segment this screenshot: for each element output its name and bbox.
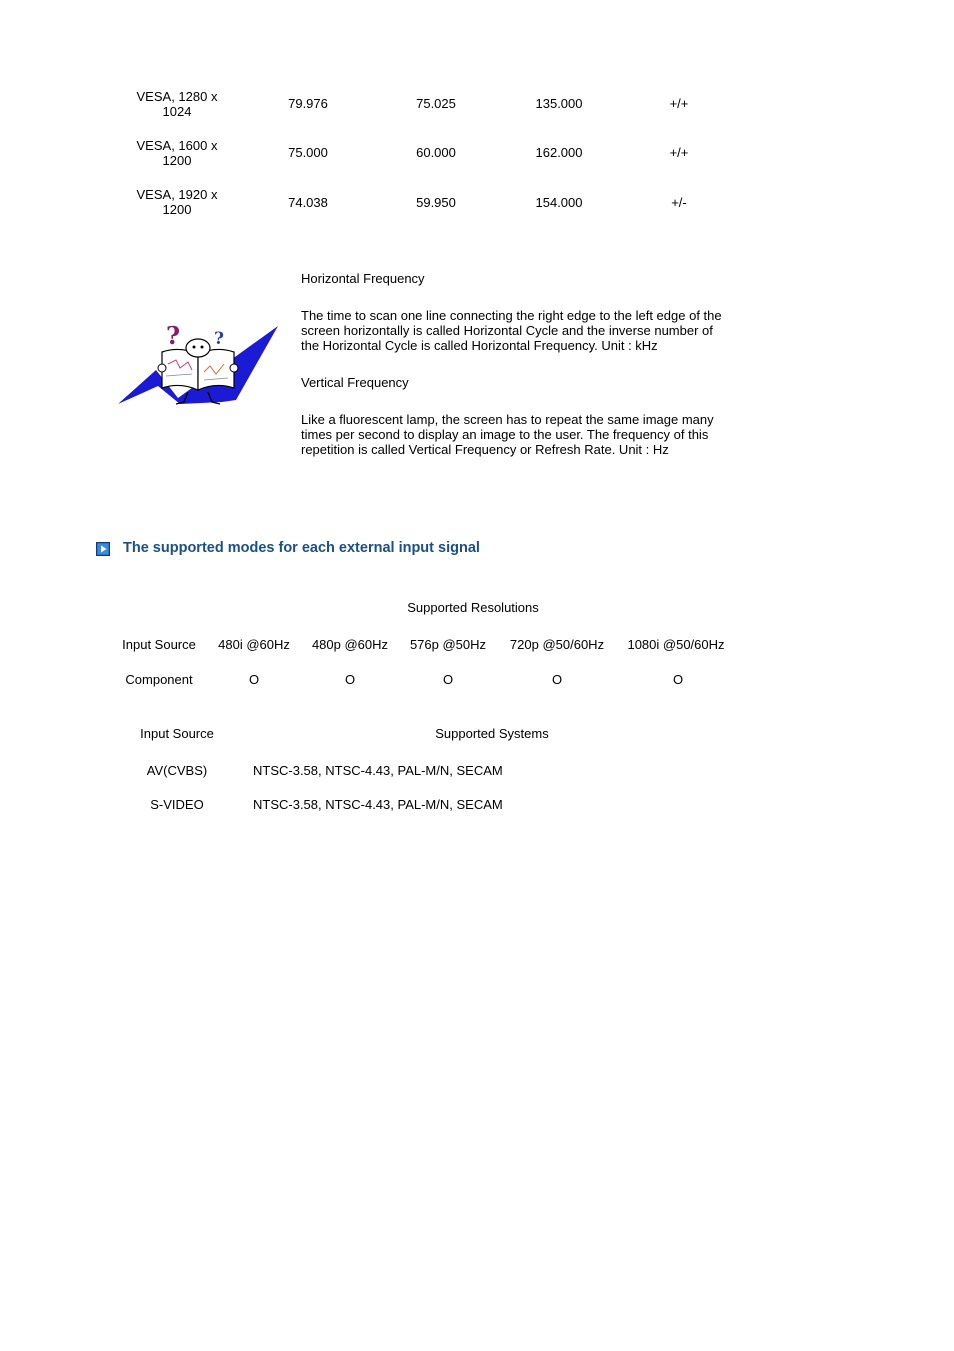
- play-bullet-icon: [96, 542, 110, 556]
- description-line: screen horizontally is called Horizontal Cycle and the inverse number of: [301, 323, 713, 338]
- table-header: Supported Systems: [435, 726, 549, 741]
- section-heading: The supported modes for each external input signal: [123, 540, 480, 556]
- description-line: times per second to display an image to the user. The frequency of this: [301, 427, 709, 442]
- table-cell-pixel-clock: 162.000: [535, 145, 583, 160]
- table-header: 576p @50Hz: [409, 637, 487, 652]
- table-cell-polarity: +/+: [669, 96, 689, 111]
- table-cell-mode: [117, 187, 237, 217]
- description-line: the Horizontal Cycle is called Horizontal Frequency. Unit : kHz: [301, 338, 658, 353]
- reading-character-illustration: [118, 322, 280, 408]
- horizontal-frequency-description: [301, 308, 741, 353]
- table-cell-v-freq: 59.950: [416, 195, 456, 210]
- table-cell: NTSC-3.58, NTSC-4.43, PAL-M/N, SECAM: [253, 797, 503, 812]
- table-cell-pixel-clock: 135.000: [535, 96, 583, 111]
- mode-line2: 1200: [162, 153, 192, 168]
- table-header: 480i @60Hz: [218, 637, 290, 652]
- table-cell: O: [344, 672, 356, 687]
- table-cell: O: [551, 672, 563, 687]
- vertical-frequency-description: [301, 412, 741, 457]
- table-cell-mode: [117, 89, 237, 119]
- description-line: The time to scan one line connecting the right edge to the left edge of the: [301, 308, 722, 323]
- table-cell-v-freq: 75.025: [416, 96, 456, 111]
- table-cell: O: [442, 672, 454, 687]
- table-cell-polarity: +/+: [669, 145, 689, 160]
- table-cell-h-freq: 74.038: [288, 195, 328, 210]
- table-header: Input Source: [122, 637, 196, 652]
- mode-line2: 1200: [162, 202, 192, 217]
- mode-line1: VESA, 1280 x: [136, 89, 218, 104]
- svg-text:?: ?: [166, 322, 181, 350]
- table-cell: AV(CVBS): [146, 763, 208, 778]
- table-cell: O: [248, 672, 260, 687]
- table-cell-h-freq: 79.976: [288, 96, 328, 111]
- mode-line1: VESA, 1920 x: [136, 187, 218, 202]
- table-cell: NTSC-3.58, NTSC-4.43, PAL-M/N, SECAM: [253, 763, 503, 778]
- mode-line1: VESA, 1600 x: [136, 138, 218, 153]
- table-cell: Component: [125, 672, 193, 687]
- description-line: Like a fluorescent lamp, the screen has to repeat the same image many: [301, 412, 714, 427]
- vertical-frequency-title: Vertical Frequency: [301, 375, 409, 390]
- table-cell-polarity: +/-: [671, 195, 687, 210]
- table-cell-mode: [117, 138, 237, 168]
- table-header: 1080i @50/60Hz: [627, 637, 725, 652]
- table-cell-v-freq: 60.000: [416, 145, 456, 160]
- horizontal-frequency-title: Horizontal Frequency: [301, 271, 425, 286]
- table-cell-h-freq: 75.000: [288, 145, 328, 160]
- table-cell: O: [672, 672, 684, 687]
- table-header: 480p @60Hz: [311, 637, 389, 652]
- table-header: 720p @50/60Hz: [509, 637, 605, 652]
- resolutions-title: Supported Resolutions: [407, 600, 539, 615]
- table-cell: S-VIDEO: [150, 797, 204, 812]
- table-cell-pixel-clock: 154.000: [535, 195, 583, 210]
- table-header: Input Source: [140, 726, 214, 741]
- mode-line2: 1024: [162, 104, 192, 119]
- svg-text:?: ?: [214, 329, 224, 349]
- description-line: repetition is called Vertical Frequency or Refresh Rate. Unit : Hz: [301, 442, 669, 457]
